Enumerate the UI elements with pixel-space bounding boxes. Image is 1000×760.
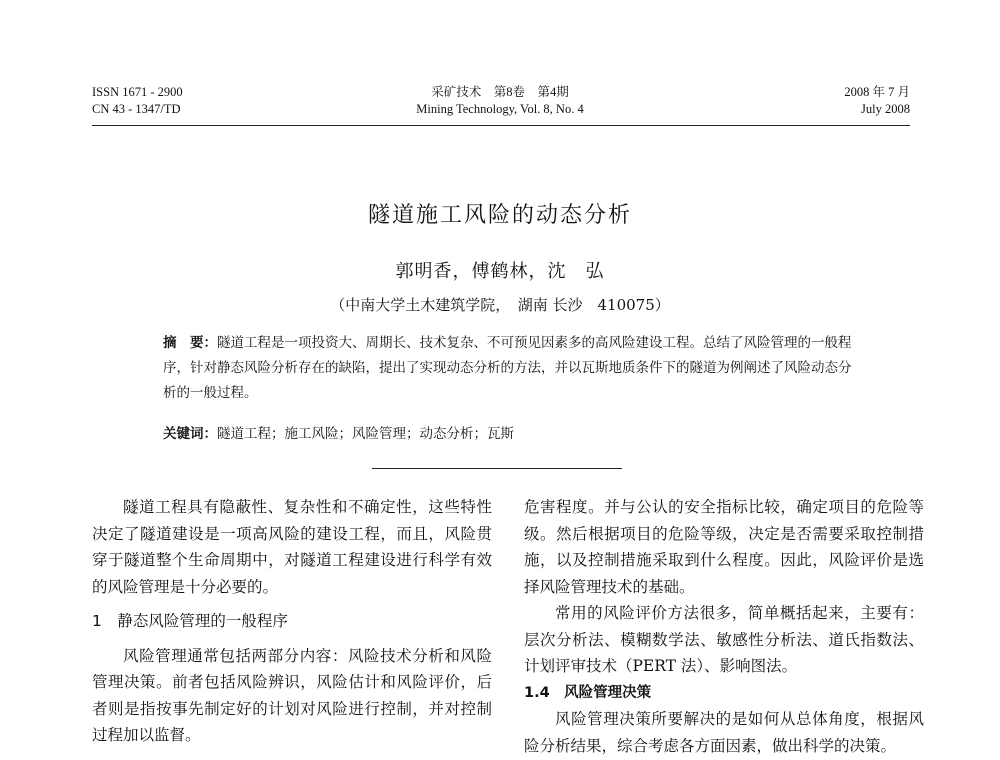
section-divider [372,468,622,469]
abstract-label: 摘 要： [163,335,217,351]
header-issn-block [92,84,292,118]
keywords-text: 隧道工程；施工风险；风险管理；动态分析；瓦斯 [217,426,514,442]
header-date-block [700,84,910,118]
decision-paragraph: 风险管理决策所要解决的是如何从总体角度，根据风险分析结果，综合考虑各方面因素，做出科学的决策。 [524,710,924,755]
abstract [163,331,863,406]
evaluation-methods-paragraph: 常用的风险评价方法很多，简单概括起来，主要有：层次分析法、模糊数学法、敏感性分析法、道氏指数法、计划评审技术（PERT 法）、影响图法。 [524,604,924,675]
journal-name-cn: 采矿技术 第8卷 第4期 [431,85,569,99]
abstract-text: 隧道工程是一项投资大、周期长、技术复杂、不可预见因素多的高风险建设工程。总结了风险管理的一般程序，针对静态风险分析存在的缺陷，提出了实现动态分析的方法，并以瓦斯地质条件下的隧道为例阐述了风险动态分析的一般过程。 [163,335,852,401]
date-en: July 2008 [861,102,910,116]
paper-affiliation: （中南大学土木建筑学院， 湖南 长沙 410075） [330,296,670,314]
cn-text: CN 43 - 1347/TD [92,102,181,116]
journal-name-en: Mining Technology, Vol. 8, No. 4 [416,102,584,116]
risk-evaluation-paragraph: 危害程度。并与公认的安全指标比较，确定项目的危险等级。然后根据项目的危险等级，决定是否需要采取控制措施，以及控制措施采取到什么程度。因此，风险评价是选择风险管理技术的基础。 [524,498,924,596]
section-heading-1: 1 静态风险管理的一般程序 [92,612,288,630]
keywords-label: 关键词： [163,426,217,442]
header-rule [92,125,910,126]
keywords [163,422,863,447]
right-column [524,494,924,759]
issn-text: ISSN 1671 - 2900 [92,85,183,99]
date-cn: 2008 年 7 月 [844,85,910,99]
paper-authors: 郭明香，傅鹤林，沈 弘 [395,261,605,282]
section1-paragraph: 风险管理通常包括两部分内容：风险技术分析和风险管理决策。前者包括风险辨识，风险估计和风险评价，后者则是指按事先制定好的计划对风险进行控制，并对控制过程加以监督。 [92,646,492,744]
paper-title: 隧道施工风险的动态分析 [367,203,632,228]
header-journal-block [360,84,640,118]
section-heading-1-4: 1.4 风险管理决策 [524,684,652,701]
left-column [92,494,492,749]
intro-paragraph: 隧道工程具有隐蔽性、复杂性和不确定性，这些特性决定了隧道建设是一项高风险的建设工程，而且，风险贯穿于隧道整个生命周期中，对隧道工程建设进行科学有效的风险管理是十分必要的。 [92,498,492,596]
